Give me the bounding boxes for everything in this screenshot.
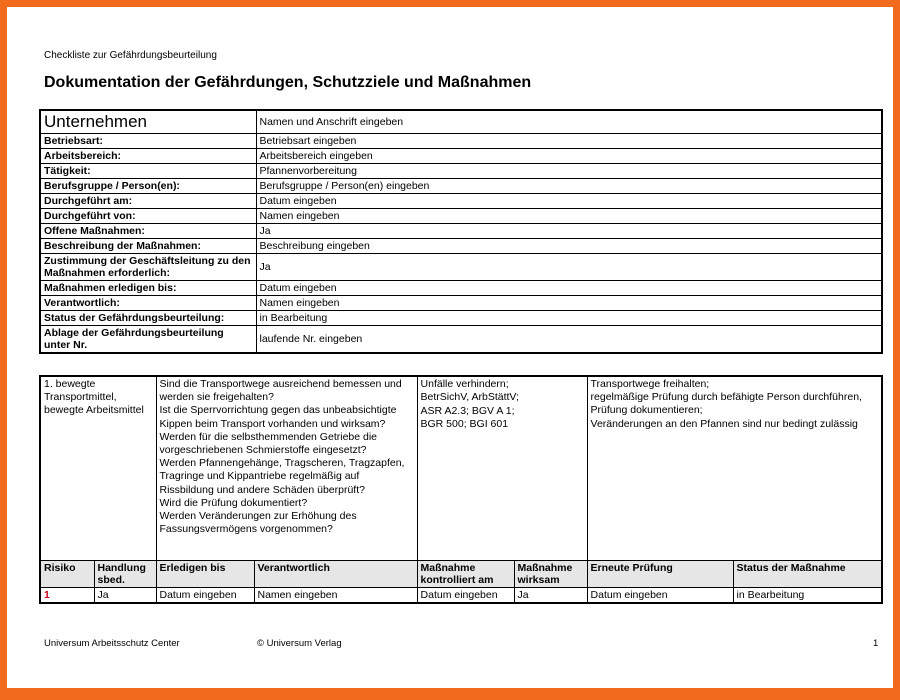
- measure-line: Veränderungen an den Pfannen sind nur bedingt zulässig: [590, 417, 858, 430]
- info-label: Tätigkeit:: [40, 164, 256, 179]
- col-header-recheck: Erneute Prüfung: [587, 560, 733, 587]
- effective-value[interactable]: Ja: [514, 587, 587, 603]
- col-header-effective: Maßnahme wirksam: [514, 560, 587, 587]
- responsible-value[interactable]: Namen eingeben: [254, 587, 417, 603]
- info-label: Verantwortlich:: [40, 296, 256, 311]
- question-line: Werden Veränderungen zur Erhöhung des Fassungsvermögens vorgenommen?: [159, 510, 357, 536]
- hazard-table: [39, 375, 883, 604]
- question-line: Ist die Sperrvorrichtung gegen das unbeabsichtigte Kippen beim Transport vorhanden und wirksam?: [159, 404, 397, 430]
- col-header-action: Handlung sbed.: [94, 560, 156, 587]
- document-subtitle: Checkliste zur Gefährdungsbeurteilung: [44, 50, 217, 61]
- info-value[interactable]: Namen eingeben: [256, 296, 882, 311]
- goal-line: ASR A2.3; BGV A 1;: [420, 404, 515, 417]
- action-value[interactable]: Ja: [94, 587, 156, 603]
- footer-left: Universum Arbeitsschutz Center: [44, 638, 180, 649]
- info-label: Beschreibung der Maßnahmen:: [40, 239, 256, 254]
- risk-value[interactable]: 1: [40, 587, 94, 603]
- hazard-questions: [156, 376, 417, 560]
- protection-goals: [417, 376, 587, 560]
- question-line: Sind die Transportwege ausreichend bemessen und werden sie freigehalten?: [159, 378, 402, 404]
- question-line: Werden Pfannengehänge, Tragscheren, Tragzapfen, Tragringe und Kippantriebe regelmäßig auf Rissbildung und andere Schäden überprüft?: [159, 457, 405, 496]
- company-value[interactable]: Namen und Anschrift eingeben: [256, 110, 882, 134]
- info-value[interactable]: Datum eingeben: [256, 281, 882, 296]
- due-value[interactable]: Datum eingeben: [156, 587, 254, 603]
- status-value[interactable]: in Bearbeitung: [733, 587, 882, 603]
- page-number: 1: [873, 638, 879, 649]
- info-value[interactable]: Namen eingeben: [256, 209, 882, 224]
- goal-line: BGR 500; BGI 601: [420, 417, 509, 430]
- info-value[interactable]: Ja: [256, 254, 882, 281]
- info-value[interactable]: Arbeitsbereich eingeben: [256, 149, 882, 164]
- col-header-checked: Maßnahme kontrolliert am: [417, 560, 514, 587]
- measure-line: Transportwege freihalten;: [590, 378, 710, 390]
- measure-line: regelmäßige Prüfung durch befähigte Person durchführen, Prüfung dokumentieren;: [590, 391, 862, 417]
- info-value[interactable]: Pfannenvorbereitung: [256, 164, 882, 179]
- info-value[interactable]: laufende Nr. eingeben: [256, 326, 882, 354]
- goal-line: Unfälle verhindern;: [420, 378, 509, 390]
- footer-center: © Universum Verlag: [257, 638, 342, 649]
- document-title: Dokumentation der Gefährdungen, Schutzziele und Maßnahmen: [44, 74, 532, 91]
- hazard-item: 1. bewegte Transportmittel, bewegte Arbeitsmittel: [40, 376, 156, 560]
- col-header-risk: Risiko: [40, 560, 94, 587]
- info-label: Durchgeführt von:: [40, 209, 256, 224]
- info-table: [39, 109, 883, 354]
- info-value[interactable]: Ja: [256, 224, 882, 239]
- question-line: Wird die Prüfung dokumentiert?: [159, 496, 308, 509]
- checked-value[interactable]: Datum eingeben: [417, 587, 514, 603]
- info-label: Offene Maßnahmen:: [40, 224, 256, 239]
- info-value[interactable]: Berufsgruppe / Person(en) eingeben: [256, 179, 882, 194]
- info-label: Maßnahmen erledigen bis:: [40, 281, 256, 296]
- info-label: Durchgeführt am:: [40, 194, 256, 209]
- info-label: Berufsgruppe / Person(en):: [40, 179, 256, 194]
- info-label: Zustimmung der Geschäftsleitung zu den Maßnahmen erforderlich:: [40, 254, 256, 281]
- document-page: [7, 7, 893, 688]
- info-value[interactable]: in Bearbeitung: [256, 311, 882, 326]
- recheck-value[interactable]: Datum eingeben: [587, 587, 733, 603]
- col-header-due: Erledigen bis: [156, 560, 254, 587]
- info-label: Betriebsart:: [40, 134, 256, 149]
- company-label: Unternehmen: [40, 110, 256, 134]
- measures: [587, 376, 882, 560]
- info-value[interactable]: Beschreibung eingeben: [256, 239, 882, 254]
- info-label: Ablage der Gefährdungsbeurteilung unter Nr.: [40, 326, 256, 354]
- info-label: Arbeitsbereich:: [40, 149, 256, 164]
- col-header-responsible: Verantwortlich: [254, 560, 417, 587]
- goal-line: BetrSichV, ArbStättV;: [420, 391, 519, 404]
- info-value[interactable]: Datum eingeben: [256, 194, 882, 209]
- col-header-status: Status der Maßnahme: [733, 560, 882, 587]
- info-label: Status der Gefährdungsbeurteilung:: [40, 311, 256, 326]
- question-line: Werden für die selbsthemmenden Getriebe die vorgeschriebenen Schmierstoffe eingesetzt?: [159, 430, 378, 457]
- info-value[interactable]: Betriebsart eingeben: [256, 134, 882, 149]
